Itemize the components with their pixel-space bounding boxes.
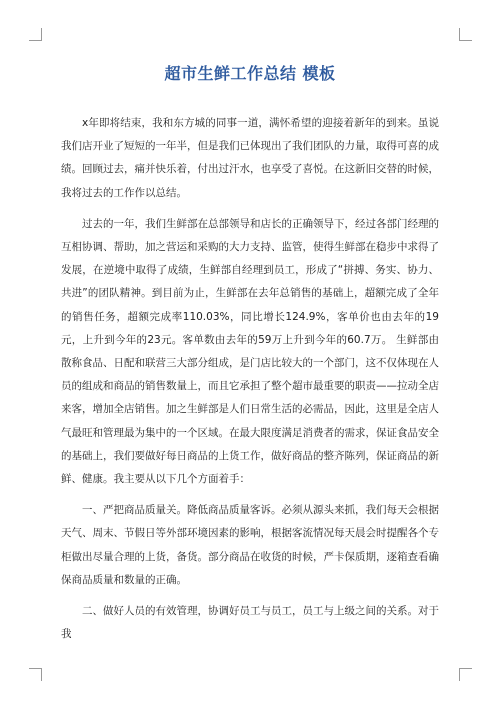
document-title: 超市生鲜工作总结 模板 <box>164 64 336 83</box>
paragraph-staff: 二、做好人员的有效管理，协调好员工与员工，员工与上级之间的关系。对于我 <box>61 605 439 641</box>
crop-mark-top-left <box>29 28 42 41</box>
paragraph-review: 过去的一年，我们生鲜部在总部领导和店长的正确领导下，经过各部门经理的互相协调、帮助，加之营运和采购的大力支持、监管，使得生鲜部在稳步中求得了发展，在逆境中取得了成绩，生鲜部自经理到员工，形成了“拼搏、务实、协力、共进”的团队精神。到目前为止，生鲜部在去年总销售的基础上，超额完成了全年的销售任务，超额完成率110.03%，同比增长124.9%，客单价也由去年的19元，上升到今年的23元。客单数由去年的59万上升到今年的60.7万。 生鲜部由散称食品、日配和联营三大部分组成，是门店比较大的一个部门，这不仅体现在人员的组成和商品的销售数量上，而且它承担了整个超市最重要的职责——拉动全店来客，增加全店销售。加之生鲜部是人们日常生活的必需品，因此，这里是全店人气最旺和管理最为集中的一个区域。在最大限度满足消费者的需求，保证食品安全的基础上，我们要做好每日商品的上货工作，做好商品的整齐陈列，保证商品的新鲜、健康。我主要从以下几个方面着手： <box>61 217 439 486</box>
crop-mark-bottom-left <box>29 668 42 681</box>
crop-mark-bottom-right <box>459 668 472 681</box>
paragraph-quality: 一、严把商品质量关。降低商品质量客诉。必须从源头来抓，我们每天会根据天气、周末、节假日等外部环境因素的影响，根据客流情况每天晨会时提醒各个专柜做出尽量合理的上货，备货。部分商品在收货的时候，严卡保质期，逐箱查看确保商品质量和数量的正确。 <box>61 504 439 586</box>
crop-mark-top-right <box>459 28 472 41</box>
paragraph-intro: x年即将结束，我和东方城的同事一道，满怀希望的迎接着新年的到来。虽说我们店开业了短短的一年半，但是我们已体现出了我们团队的力量，取得可喜的成绩。回顾过去，痛并快乐着，付出过汗水，也享受了喜悦。在这新旧交替的时候，我将过去的工作作以总结。 <box>61 117 439 199</box>
document-body <box>61 112 439 654</box>
